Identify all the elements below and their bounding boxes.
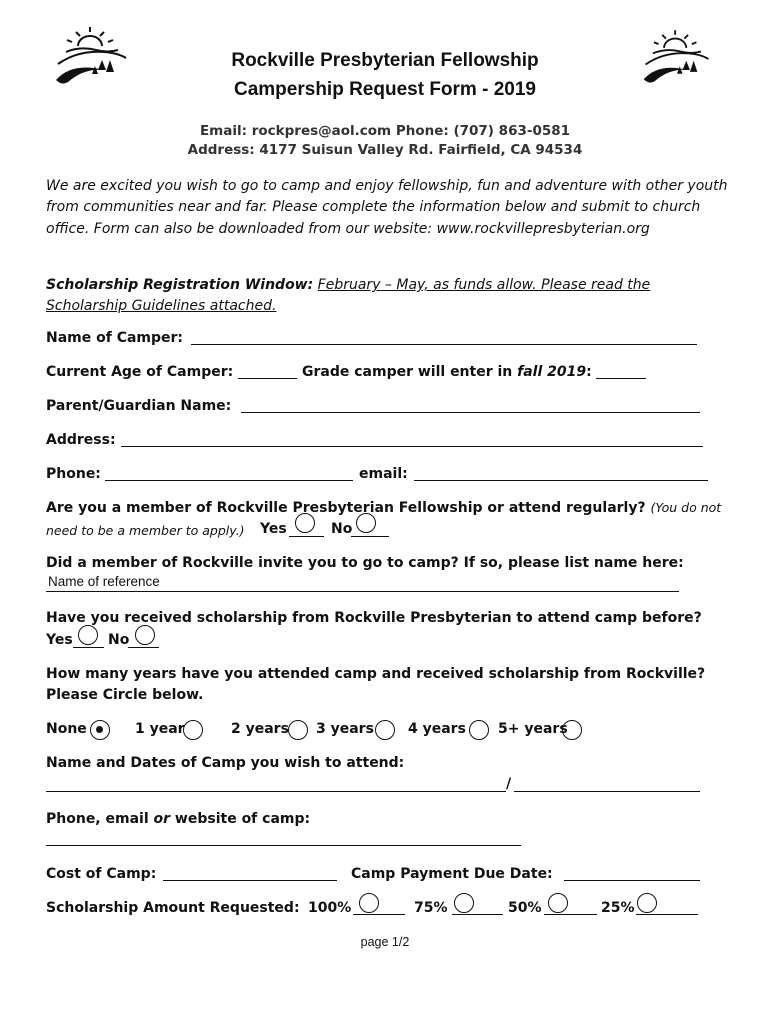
amount-option-label: 25%	[601, 900, 635, 916]
email-field[interactable]	[414, 480, 708, 481]
camp-contact-label: Phone, email or website of camp:	[46, 811, 311, 827]
member-no-underline	[351, 536, 389, 537]
email-label: email:	[359, 466, 408, 482]
member-no-label: No	[331, 521, 353, 537]
grade-label: Grade camper will enter in fall 2019:	[302, 364, 592, 380]
camper-name-label: Name of Camper:	[46, 330, 184, 346]
years-option-label: 2 years	[231, 721, 289, 737]
parent-name-field[interactable]	[241, 412, 700, 413]
years-none-radio[interactable]	[90, 720, 110, 740]
form-title: Rockville Presbyterian Fellowship	[231, 50, 539, 71]
camp-cost-label: Cost of Camp:	[46, 866, 157, 882]
contact-email-phone: Email: rockpres@aol.com Phone: (707) 863-0581	[199, 123, 571, 139]
years-question: How many years have you attended camp and received scholarship from Rockville?	[46, 666, 706, 682]
amount-75-underline	[452, 914, 503, 915]
scholarship-window-dates: February – May, as funds allow. Please read the	[317, 277, 651, 293]
years-2-radio[interactable]	[288, 720, 308, 740]
years-instruction: Please Circle below.	[46, 687, 204, 703]
address-field[interactable]	[121, 446, 703, 447]
years-5plus-radio[interactable]	[562, 720, 582, 740]
years-1-radio[interactable]	[183, 720, 203, 740]
amount-50-underline	[544, 914, 597, 915]
amount-option-label: 100%	[308, 900, 352, 916]
amount-25-underline	[636, 914, 698, 915]
camp-cost-field[interactable]	[163, 880, 337, 881]
amount-25-radio[interactable]	[637, 893, 657, 913]
years-option-label: 5+ years	[498, 721, 568, 737]
parent-name-label: Parent/Guardian Name:	[46, 398, 232, 414]
grade-field[interactable]	[596, 378, 646, 379]
amount-option-label: 75%	[414, 900, 448, 916]
scholarship-window	[46, 275, 736, 317]
camper-name-field[interactable]	[191, 344, 697, 345]
member-no-radio[interactable]	[356, 513, 376, 533]
page-number: page 1/2	[360, 935, 410, 949]
payment-due-label: Camp Payment Due Date:	[351, 866, 553, 882]
member-yes-radio[interactable]	[295, 513, 315, 533]
camp-dates-label: Name and Dates of Camp you wish to attend:	[46, 755, 405, 771]
amount-100-radio[interactable]	[359, 893, 379, 913]
amount-label: Scholarship Amount Requested:	[46, 900, 300, 916]
form-subtitle: Campership Request Form - 2019	[234, 79, 536, 100]
prior-yes-underline	[73, 647, 104, 648]
amount-75-radio[interactable]	[454, 893, 474, 913]
scholarship-guidelines-link[interactable]: Scholarship Guidelines attached.	[46, 298, 277, 314]
member-yes-underline	[289, 536, 324, 537]
camp-contact-field[interactable]	[46, 845, 521, 846]
prior-no-label: No	[108, 632, 130, 648]
phone-field[interactable]	[105, 480, 353, 481]
member-question: Are you a member of Rockville Presbyterian Fellowship or attend regularly? (You do not	[46, 500, 722, 516]
prior-no-underline	[128, 647, 159, 648]
member-note: need to be a member to apply.)	[46, 523, 245, 538]
reference-name-input[interactable]: Name of reference	[48, 574, 160, 589]
years-4-radio[interactable]	[469, 720, 489, 740]
intro-paragraph: We are excited you wish to go to camp and enjoy fellowship, fun and adventure with other youth from communities near and far. Please complete the information below and submit to church office. Form can also be downloaded from our website: www.rockvillepresbyterian.org	[46, 178, 728, 237]
amount-100-underline	[353, 914, 405, 915]
camp-separator: /	[506, 776, 512, 792]
camp-dates-field[interactable]	[514, 791, 700, 792]
prior-no-radio[interactable]	[135, 625, 155, 645]
camper-age-field[interactable]	[238, 378, 297, 379]
scholarship-window-label: Scholarship Registration Window:	[46, 277, 314, 293]
years-option-label: 1 year	[135, 721, 185, 737]
camp-name-field[interactable]	[46, 791, 506, 792]
contact-address: Address: 4177 Suisun Valley Rd. Fairfield, CA 94534	[187, 142, 583, 158]
prior-scholarship-question: Have you received scholarship from Rockville Presbyterian to attend camp before?	[46, 610, 702, 626]
payment-due-field[interactable]	[564, 880, 700, 881]
years-option-label: None	[46, 721, 87, 737]
invite-question: Did a member of Rockville invite you to go to camp? If so, please list name here:	[46, 555, 684, 571]
amount-option-label: 50%	[508, 900, 542, 916]
camper-age-label: Current Age of Camper:	[46, 364, 234, 380]
reference-name-underline	[46, 591, 679, 592]
phone-label: Phone:	[46, 466, 101, 482]
prior-yes-radio[interactable]	[78, 625, 98, 645]
member-yes-label: Yes	[260, 521, 287, 537]
prior-yes-label: Yes	[46, 632, 73, 648]
years-option-label: 3 years	[316, 721, 374, 737]
amount-50-radio[interactable]	[548, 893, 568, 913]
address-label: Address:	[46, 432, 116, 448]
years-option-label: 4 years	[408, 721, 466, 737]
years-3-radio[interactable]	[375, 720, 395, 740]
